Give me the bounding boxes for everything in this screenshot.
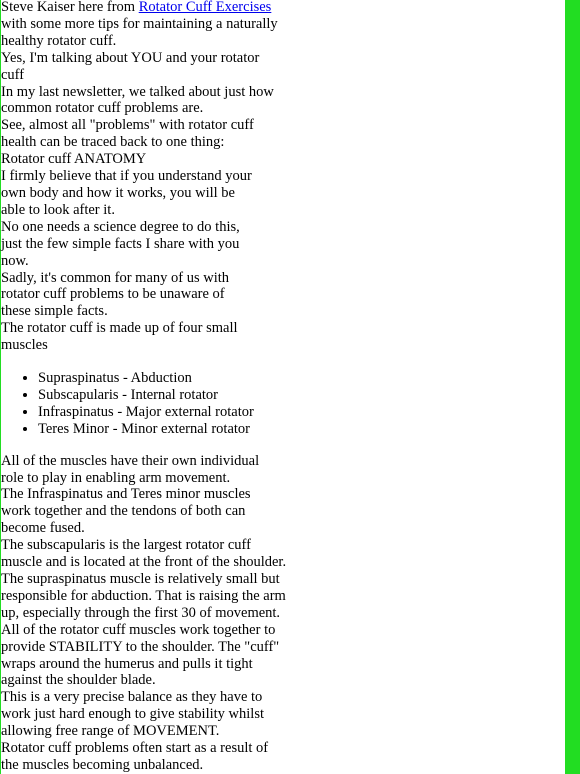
text-line: muscle and is located at the front of the shoulder. bbox=[1, 554, 287, 571]
text-line: with some more tips for maintaining a naturally bbox=[1, 15, 278, 32]
text-line: provide STABILITY to the shoulder. The "cuff" bbox=[1, 638, 280, 655]
text-line: health can be traced back to one thing: bbox=[1, 134, 225, 151]
right-green-bar bbox=[565, 0, 580, 774]
text-line: The supraspinatus muscle is relatively small but bbox=[1, 571, 280, 587]
text-line: No one needs a science degree to do this, bbox=[1, 218, 240, 235]
text-line: up, especially through the first 30 of movement. bbox=[1, 604, 281, 621]
text-line: common rotator cuff problems are. bbox=[1, 100, 204, 117]
paragraph-block-1 bbox=[1, 16, 301, 354]
text-line: cuff bbox=[1, 66, 25, 83]
text-line: own body and how it works, you will be bbox=[1, 184, 235, 201]
text-line: allowing free range of MOVEMENT. bbox=[1, 723, 220, 740]
text-line: Sadly, it's common for many of us with bbox=[1, 269, 230, 286]
text-line: I firmly believe that if you understand your bbox=[1, 168, 252, 185]
text-line: This is a very precise balance as they have to bbox=[1, 689, 263, 706]
text-line: All of the muscles have their own individual bbox=[1, 452, 260, 469]
text-line: Rotator cuff ANATOMY bbox=[1, 151, 147, 168]
text-line: muscles bbox=[1, 337, 48, 354]
text-line: just the few simple facts I share with you bbox=[1, 235, 240, 252]
text-line: wraps around the humerus and pulls it tight bbox=[1, 655, 253, 672]
paragraph-block-2 bbox=[1, 453, 301, 774]
intro-prefix: Steve Kaiser here from bbox=[1, 0, 139, 15]
intro-line bbox=[1, 0, 301, 16]
muscle-list-item: • Supraspinatus - Abduction bbox=[38, 370, 301, 387]
text-line: the muscles becoming unbalanced. bbox=[1, 756, 204, 773]
text-line: able to look after it. bbox=[1, 201, 115, 218]
text-line: responsible for abduction. That is raising the arm bbox=[1, 587, 286, 604]
text-line: All of the rotator cuff muscles work together to bbox=[1, 621, 276, 638]
text-line: work together and the tendons of both can bbox=[1, 503, 246, 520]
text-line: The Infraspinatus and Teres minor muscles bbox=[1, 486, 251, 503]
text-line: against the shoulder blade. bbox=[1, 672, 156, 689]
text-line: healthy rotator cuff. bbox=[1, 32, 117, 49]
rotator-cuff-exercises-link[interactable]: Rotator Cuff Exercises bbox=[138, 0, 272, 15]
text-line: See, almost all "problems" with rotator cuff bbox=[1, 117, 254, 134]
muscle-list-item: • Teres Minor - Minor external rotator bbox=[38, 421, 301, 438]
muscle-list-item: • Infraspinatus - Major external rotator bbox=[38, 404, 301, 421]
muscle-list-item: • Subscapularis - Internal rotator bbox=[38, 387, 301, 404]
text-line: Yes, I'm talking about YOU and your rotator bbox=[1, 49, 260, 66]
text-line: these simple facts. bbox=[1, 303, 108, 320]
muscle-list bbox=[1, 370, 301, 438]
text-line: work just hard enough to give stability whilst bbox=[1, 706, 264, 723]
text-line: Rotator cuff problems often start as a result of bbox=[1, 740, 269, 757]
text-line: rotator cuff problems to be unaware of bbox=[1, 286, 225, 303]
newsletter-body bbox=[1, 0, 301, 774]
text-line: now. bbox=[1, 252, 29, 269]
text-line: role to play in enabling arm movement. bbox=[1, 469, 231, 486]
text-line: The subscapularis is the largest rotator cuff bbox=[1, 537, 251, 554]
text-line: In my last newsletter, we talked about just how bbox=[1, 83, 274, 100]
text-line: become fused. bbox=[1, 520, 85, 537]
text-line: The rotator cuff is made up of four small bbox=[1, 320, 238, 337]
